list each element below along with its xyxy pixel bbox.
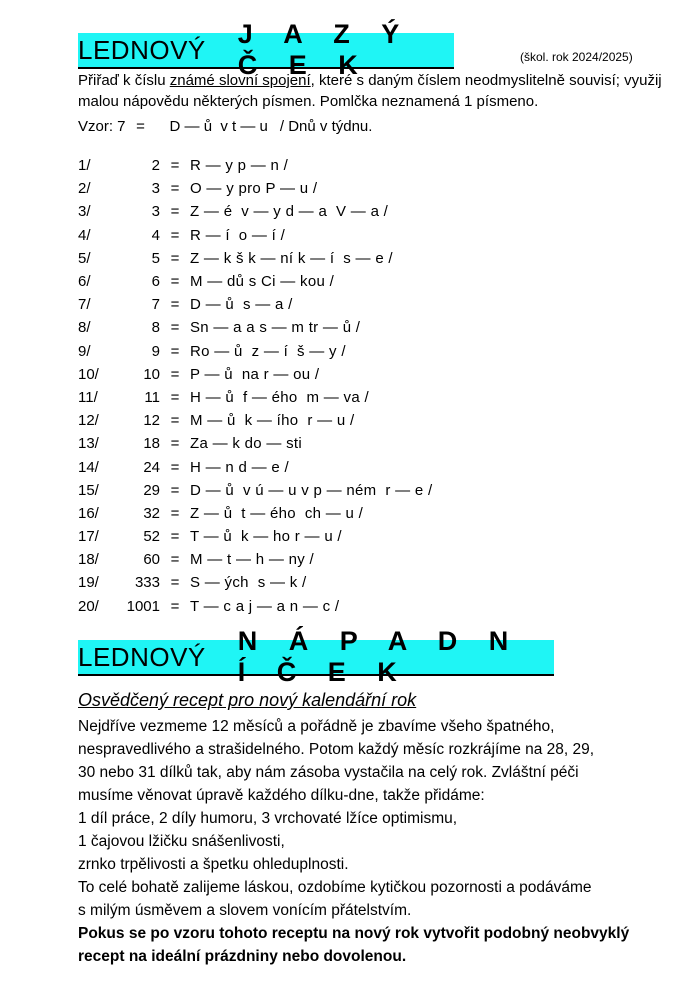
puzzle-equals: =: [170, 458, 180, 476]
puzzle-clue: P — ů na r — ou /: [190, 365, 320, 383]
puzzle-row: [78, 177, 432, 200]
puzzle-index: 17/: [78, 528, 99, 546]
puzzle-number: 60: [143, 551, 160, 569]
puzzle-index: 19/: [78, 574, 99, 592]
puzzle-equals: =: [170, 157, 180, 175]
recipe-line: s milým úsměvem a slovem vonícím přátelstvím.: [78, 902, 412, 919]
recipe-line: Nejdříve vezmeme 12 měsíců a pořádně je zbavíme všeho špatného,: [78, 718, 555, 735]
puzzle-row: [78, 455, 432, 478]
puzzle-index: 4/: [78, 226, 91, 244]
puzzle-clue: R — í o — í /: [190, 226, 286, 244]
puzzle-number: 3: [151, 180, 160, 198]
puzzle-clue: Sn — a a s — m tr — ů /: [190, 319, 361, 337]
puzzle-index: 3/: [78, 203, 91, 221]
puzzle-equals: =: [170, 296, 180, 314]
puzzle-number: 12: [143, 412, 160, 430]
puzzle-equals: =: [170, 435, 180, 453]
puzzle-clue: Za — k do — sti: [190, 435, 303, 453]
puzzle-row: [78, 548, 432, 571]
recipe-line: 30 nebo 31 dílků tak, aby nám zásoba vystačila na celý rok. Zvláštní péči: [78, 764, 579, 781]
recipe-line: nespravedlivého a strašidelného. Potom každý měsíc rozkrájíme na 28, 29,: [78, 741, 595, 758]
puzzle-index: 18/: [78, 551, 99, 569]
puzzle-number: 7: [151, 296, 160, 314]
puzzle-clue: D — ů s — a /: [190, 296, 293, 314]
puzzle-equals: =: [170, 319, 180, 337]
puzzle-index: 6/: [78, 273, 91, 291]
puzzle-row: [78, 525, 432, 548]
instructions-part2: , které s daným číslem neodmyslitelně souvisí; využij malou nápovědu některých písmen. Pomlčka neznamená 1 písmeno.: [78, 72, 662, 110]
puzzle-clue: S — ých s — k /: [190, 574, 307, 592]
puzzle-clue: M — t — h — ny /: [190, 551, 314, 569]
recipe-line: 1 čajovou lžičku snášenlivosti,: [78, 833, 285, 850]
puzzle-number: 18: [143, 435, 160, 453]
puzzle-clue: D — ů v ú — u v p — ném r — e /: [190, 481, 433, 499]
puzzle-number: 32: [143, 504, 160, 522]
puzzle-equals: =: [170, 226, 180, 244]
puzzle-equals: =: [170, 365, 180, 383]
puzzle-index: 20/: [78, 597, 99, 615]
title-spaced: J A Z Ý Č E K: [237, 19, 412, 80]
puzzle-index: 14/: [78, 458, 99, 476]
puzzle-row: [78, 595, 432, 618]
puzzle-clue: Z — é v — y d — a V — a /: [190, 203, 389, 221]
puzzle-equals: =: [170, 249, 180, 267]
puzzle-equals: =: [170, 180, 180, 198]
puzzle-index: 9/: [78, 342, 91, 360]
recipe-task-line: Pokus se po vzoru tohoto receptu na nový rok vytvořit podobný neobvyklý: [78, 925, 630, 942]
puzzle-row: [78, 247, 432, 270]
puzzle-number: 333: [134, 574, 160, 592]
puzzle-equals: =: [170, 273, 180, 291]
puzzle-row: [78, 409, 432, 432]
puzzle-clue: T — c a j — a n — c /: [190, 597, 340, 615]
puzzle-equals: =: [170, 388, 180, 406]
puzzle-clue: H — n d — e /: [190, 458, 289, 476]
puzzle-index: 1/: [78, 157, 91, 175]
puzzle-number: 6: [151, 273, 160, 291]
recipe-line: To celé bohatě zalijeme láskou, ozdobíme kytičkou pozornosti a podáváme: [78, 879, 592, 896]
puzzle-number: 9: [151, 342, 160, 360]
puzzle-equals: =: [170, 574, 180, 592]
puzzle-index: 12/: [78, 412, 99, 430]
puzzle-row: [78, 432, 432, 455]
puzzle-number: 3: [151, 203, 160, 221]
recipe-line: zrnko trpělivosti a špetku ohleduplnosti.: [78, 856, 349, 873]
puzzle-clue: M — ů k — ího r — u /: [190, 412, 355, 430]
school-year: (škol. rok 2024/2025): [520, 50, 633, 64]
puzzle-row: [78, 571, 432, 594]
puzzle-equals: =: [170, 597, 180, 615]
recipe-line: musíme věnovat úpravě každého dílku-dne, takže přidáme:: [78, 787, 485, 804]
puzzle-row: [78, 386, 432, 409]
puzzle-number: 5: [151, 249, 160, 267]
puzzle-number: 52: [143, 528, 160, 546]
puzzle-row: [78, 293, 432, 316]
example-answer: / Dnů v týdnu.: [279, 118, 373, 135]
puzzle-number: 8: [151, 319, 160, 337]
puzzle-row: [78, 154, 432, 177]
puzzle-equals: =: [170, 342, 180, 360]
puzzle-number: 11: [144, 388, 160, 406]
recipe-task-line: recept na ideální prázdniny nebo dovolenou.: [78, 948, 407, 965]
example-eq: =: [136, 118, 145, 135]
puzzle-number: 2: [151, 157, 160, 175]
puzzle-clue: R — y p — n /: [190, 157, 289, 175]
puzzle-clue: Z — k š k — ní k — í s — e /: [190, 249, 393, 267]
puzzle-index: 8/: [78, 319, 91, 337]
title-lead: LEDNOVÝ: [78, 34, 206, 65]
puzzle-clue: H — ů f — ého m — va /: [190, 388, 369, 406]
instructions: [78, 70, 688, 112]
example-line: [78, 118, 372, 135]
puzzle-row: [78, 316, 432, 339]
recipe-line: 1 díl práce, 2 díly humoru, 3 vrchovaté lžíce optimismu,: [78, 810, 458, 827]
puzzle-row: [78, 270, 432, 293]
recipe-title: Osvědčený recept pro nový kalendářní rok: [78, 690, 417, 710]
puzzle-index: 16/: [78, 504, 99, 522]
puzzle-number: 4: [151, 226, 160, 244]
title-banner-jazycek: [78, 19, 454, 80]
puzzle-index: 2/: [78, 180, 91, 198]
puzzle-clue: T — ů k — ho r — u /: [190, 528, 342, 546]
example-clue: D — ů v t — u: [169, 118, 268, 135]
puzzle-row: [78, 200, 432, 223]
puzzle-row: [78, 363, 432, 386]
puzzle-list: [78, 154, 432, 618]
puzzle-equals: =: [170, 203, 180, 221]
puzzle-equals: =: [170, 528, 180, 546]
puzzle-number: 10: [143, 365, 160, 383]
puzzle-index: 7/: [78, 296, 91, 314]
puzzle-index: 13/: [78, 435, 99, 453]
example-label: Vzor: 7: [78, 118, 126, 135]
puzzle-row: [78, 340, 432, 363]
puzzle-clue: M — dů s Ci — kou /: [190, 273, 335, 291]
puzzle-index: 11/: [78, 388, 98, 406]
puzzle-index: 5/: [78, 249, 91, 267]
section2-lead: LEDNOVÝ: [78, 641, 206, 672]
puzzle-clue: O — y pro P — u /: [190, 180, 318, 198]
puzzle-clue: Ro — ů z — í š — y /: [190, 342, 346, 360]
puzzle-number: 24: [143, 458, 160, 476]
title-banner-napadnicek: [78, 626, 554, 687]
puzzle-equals: =: [170, 551, 180, 569]
puzzle-clue: Z — ů t — ého ch — u /: [190, 504, 364, 522]
instructions-part1: Přiřaď k číslu: [78, 72, 170, 89]
puzzle-row: [78, 502, 432, 525]
puzzle-number: 1001: [126, 597, 160, 615]
puzzle-index: 15/: [78, 481, 99, 499]
puzzle-row: [78, 224, 432, 247]
puzzle-equals: =: [170, 481, 180, 499]
recipe-text: [78, 715, 678, 968]
puzzle-index: 10/: [78, 365, 99, 383]
instructions-underlined: známé slovní spojení: [169, 72, 311, 89]
puzzle-row: [78, 479, 432, 502]
puzzle-equals: =: [170, 504, 180, 522]
section2-spaced: N Á P A D N Í Č E K: [237, 626, 521, 687]
puzzle-equals: =: [170, 412, 180, 430]
puzzle-number: 29: [143, 481, 160, 499]
